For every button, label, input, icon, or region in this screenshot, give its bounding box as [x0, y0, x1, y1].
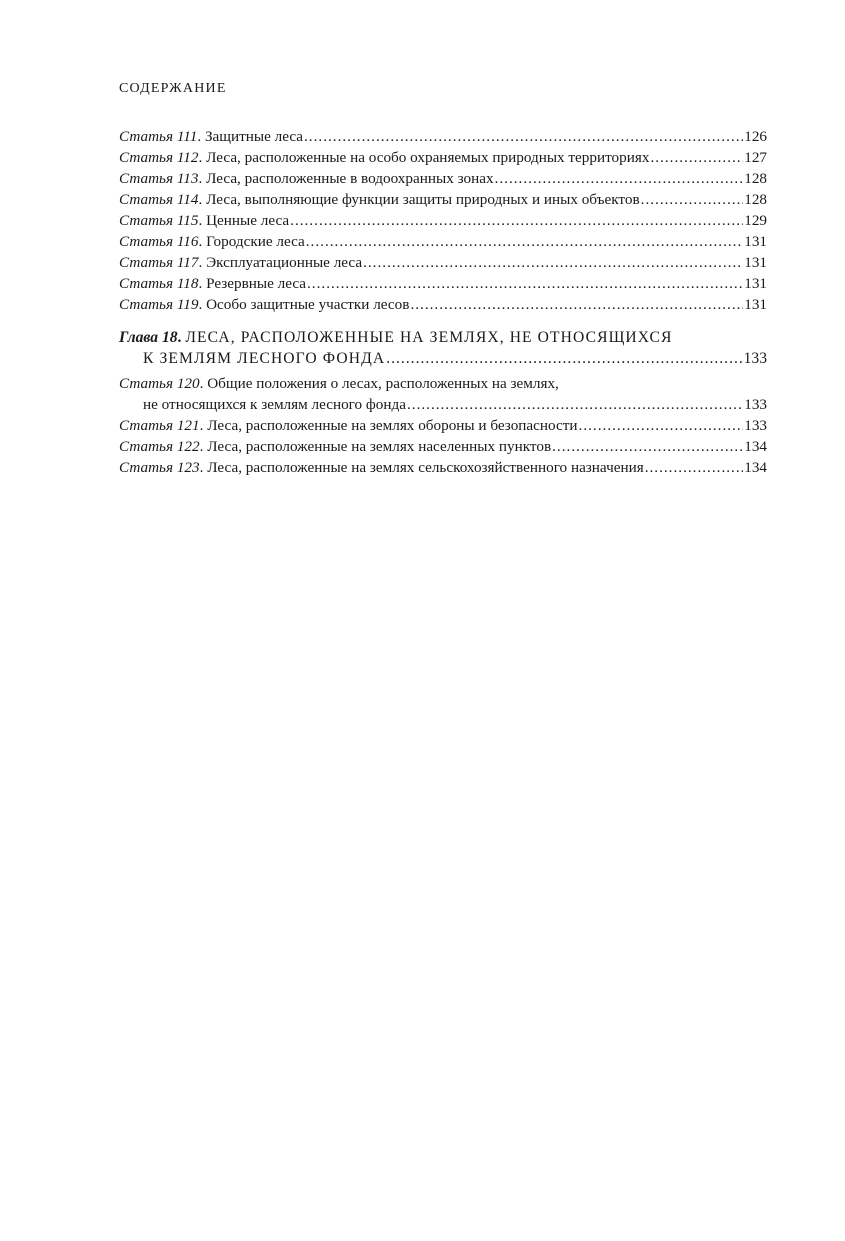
page-number: 131 [744, 296, 767, 313]
article-title-line2: не относящихся к землям лесного фонда [143, 396, 406, 413]
toc-entry-119: Статья 119. Особо защитные участки лесов ..... 131 [119, 294, 767, 315]
toc-entry-116: Статья 116. Городские леса ..... 131 [119, 231, 767, 252]
leader-dots [552, 436, 743, 457]
leader-dots [579, 415, 744, 436]
toc-entry-111: Статья 111. Защитные леса ..... 126 [119, 126, 767, 147]
page-number: 129 [744, 212, 767, 229]
page-number: 133 [743, 350, 767, 367]
article-title: Резервные леса [206, 275, 306, 292]
leader-dots [386, 348, 742, 369]
leader-dots [307, 273, 743, 294]
article-number: Статья 117 [119, 254, 199, 271]
leader-dots [410, 294, 743, 315]
article-title: Леса, расположенные на землях сельскохозяйственного назначения [207, 459, 644, 476]
article-number: Статья 123 [119, 459, 200, 476]
toc-entry-123: Статья 123. Леса, расположенные на землях сельскохозяйственного назначения ..... 134 [119, 457, 767, 478]
page-number: 131 [744, 233, 767, 250]
toc-entry-121: Статья 121. Леса, расположенные на землях обороны и безопасности ..... 133 [119, 415, 767, 436]
leader-dots [645, 457, 744, 478]
chapter-title-line1: ЛЕСА, РАСПОЛОЖЕННЫЕ НА ЗЕМЛЯХ, НЕ ОТНОСЯЩИХСЯ [185, 329, 673, 346]
article-title: Эксплуатационные леса [206, 254, 363, 271]
article-number: Статья 116 [119, 233, 199, 250]
toc-chapter-18: Глава 18. ЛЕСА, РАСПОЛОЖЕННЫЕ НА ЗЕМЛЯХ, НЕ ОТНОСЯЩИХСЯ К ЗЕМЛЯМ ЛЕСНОГО ФОНДА ..... 133 [119, 327, 767, 369]
page-number: 134 [744, 459, 767, 476]
page-number: 134 [744, 438, 767, 455]
toc-entry-112: Статья 112. Леса, расположенные на особо охраняемых природных территориях ..... 127 [119, 147, 767, 168]
leader-dots [641, 189, 744, 210]
leader-dots [306, 231, 743, 252]
article-title: Леса, расположенные на землях обороны и безопасности [207, 417, 578, 434]
leader-dots [407, 394, 743, 415]
leader-dots [290, 210, 743, 231]
page-number: 128 [744, 191, 767, 208]
chapter-number: Глава 18 [119, 329, 178, 346]
toc-entry-122: Статья 122. Леса, расположенные на землях населенных пунктов ..... 134 [119, 436, 767, 457]
article-title: Городские леса [206, 233, 305, 250]
article-title: Леса, расположенные в водоохранных зонах [206, 170, 494, 187]
leader-dots [363, 252, 743, 273]
toc-entry-117: Статья 117. Эксплуатационные леса ..... 131 [119, 252, 767, 273]
article-number: Статья 111 [119, 128, 198, 145]
toc-entry-114: Статья 114. Леса, выполняющие функции защиты природных и иных объектов ..... 128 [119, 189, 767, 210]
running-head-title: СОДЕРЖАНИЕ [119, 81, 227, 96]
page-number: 133 [744, 417, 767, 434]
leader-dots [650, 147, 743, 168]
page-number: 128 [744, 170, 767, 187]
toc-entry-118: Статья 118. Резервные леса ..... 131 [119, 273, 767, 294]
article-number: Статья 119 [119, 296, 199, 313]
page-number: 131 [744, 254, 767, 271]
leader-dots [495, 168, 744, 189]
article-title: Защитные леса [204, 128, 303, 145]
article-title: Леса, расположенные на особо охраняемых природных территориях [206, 149, 650, 166]
article-title-line1: Общие положения о лесах, расположенных на землях, [207, 375, 559, 392]
page-number: 127 [744, 149, 767, 166]
article-number: Статья 115 [119, 212, 199, 229]
article-title: Ценные леса [206, 212, 290, 229]
article-number: Статья 121 [119, 417, 200, 434]
toc-entry-120: Статья 120. Общие положения о лесах, расположенных на землях, не относящихся к землям лесного фонда ..... 133 [119, 373, 767, 415]
toc-entry-113: Статья 113. Леса, расположенные в водоохранных зонах ..... 128 [119, 168, 767, 189]
article-number: Статья 118 [119, 275, 199, 292]
page-number: 133 [744, 396, 767, 413]
article-title: Особо защитные участки лесов [206, 296, 410, 313]
article-number: Статья 112 [119, 149, 199, 166]
article-number: Статья 122 [119, 438, 200, 455]
article-number: Статья 113 [119, 170, 199, 187]
chapter-title-line2: К ЗЕМЛЯМ ЛЕСНОГО ФОНДА [143, 350, 386, 367]
leader-dots [304, 126, 743, 147]
table-of-contents [119, 126, 767, 478]
toc-entry-115: Статья 115. Ценные леса ..... 129 [119, 210, 767, 231]
article-number: Статья 114 [119, 191, 199, 208]
article-number: Статья 120 [119, 375, 200, 392]
page-number: 126 [744, 128, 767, 145]
article-title: Леса, выполняющие функции защиты природных и иных объектов [206, 191, 640, 208]
article-title: Леса, расположенные на землях населенных пунктов [207, 438, 552, 455]
page-number: 131 [744, 275, 767, 292]
